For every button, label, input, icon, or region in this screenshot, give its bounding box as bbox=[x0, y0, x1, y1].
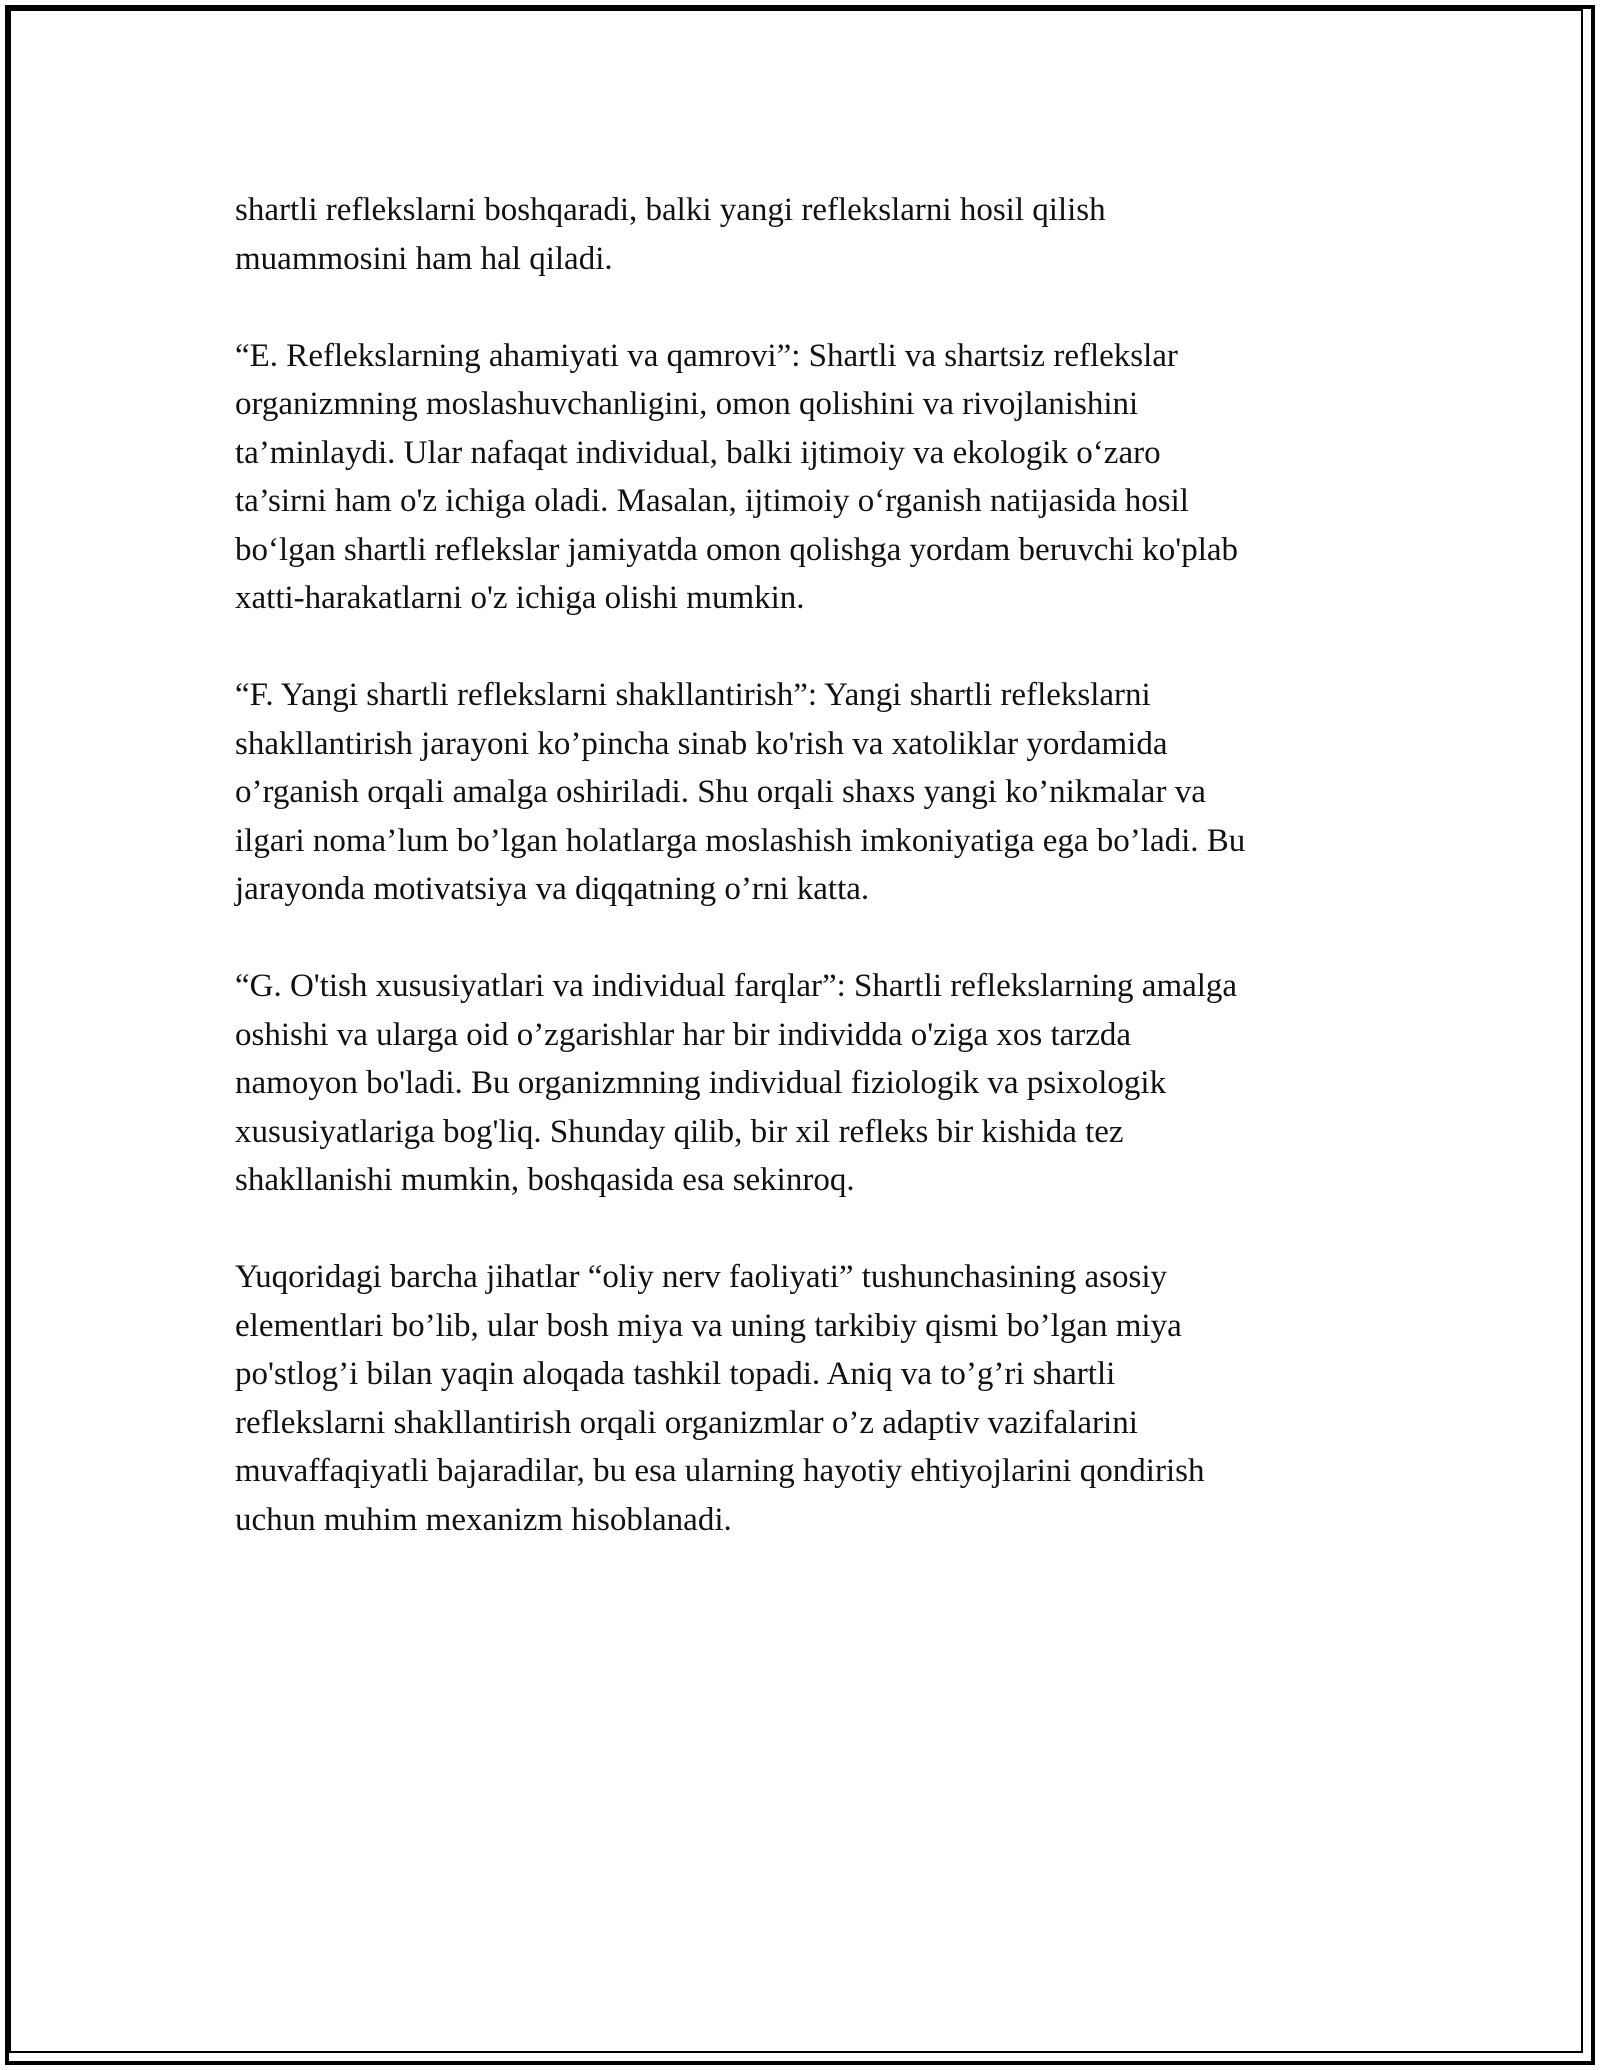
paragraph-section-f: “F. Yangi shartli reflekslarni shakllantirish”: Yangi shartli reflekslarni shakllantirish jarayoni ko’pincha sinab ko'rish va xatoliklar yordamida o’rganish orqali amalga oshiriladi. Shu orqali shaxs yangi ko’nikmalar va ilgari noma’lum bo’lgan holatlarga moslashish imkoniyatiga ega bo’ladi. Bu jarayonda motivatsiya va diqqatning o’rni katta. bbox=[235, 677, 1246, 907]
paragraph-section-g: “G. O'tish xususiyatlari va individual farqlar”: Shartli reflekslarning amalga oshishi va ularga oid o’zgarishlar har bir individda o'ziga xos tarzda namoyon bo'ladi. Bu organizmning individual fiziologik va psixologik xususiyatlariga bog'liq. Shunday qilib, bir xil refleks bir kishida tez shakllanishi mumkin, boshqasida esa sekinroq. bbox=[235, 968, 1238, 1198]
paragraph-conclusion: Yuqoridagi barcha jihatlar “oliy nerv faoliyati” tushunchasining asosiy elementlari bo’lib, ular bosh miya va uning tarkibiy qismi bo’lgan miya po'stlog’i bilan yaqin aloqada tashkil topadi. Aniq va to’g’ri shartli reflekslarni shakllantirish orqali organizmlar o’z adaptiv vazifalarini muvaffaqiyatli bajaradilar, bu esa ularning hayotiy ehtiyojlarini qondirish uchun muhim mexanizm hisoblanadi. bbox=[235, 1259, 1205, 1538]
paragraph-section-e: “E. Reflekslarning ahamiyati va qamrovi”: Shartli va shartsiz reflekslar organizmning moslashuvchanligini, omon qolishini va rivojlanishini ta’minlaydi. Ular nafaqat individual, balki ijtimoiy va ekologik o‘zaro ta’sirni ham o'z ichiga oladi. Masalan, ijtimoiy o‘rganish natijasida hosil bo‘lgan shartli reflekslar jamiyatda omon qolishga yordam beruvchi ko'plab xatti-harakatlarni o'z ichiga olishi mumkin. bbox=[235, 337, 1239, 616]
document-body bbox=[235, 186, 1380, 1593]
paragraph-continuation: shartli reflekslarni boshqaradi, balki yangi reflekslarni hosil qilish muammosini ham hal qiladi. bbox=[235, 192, 1106, 277]
